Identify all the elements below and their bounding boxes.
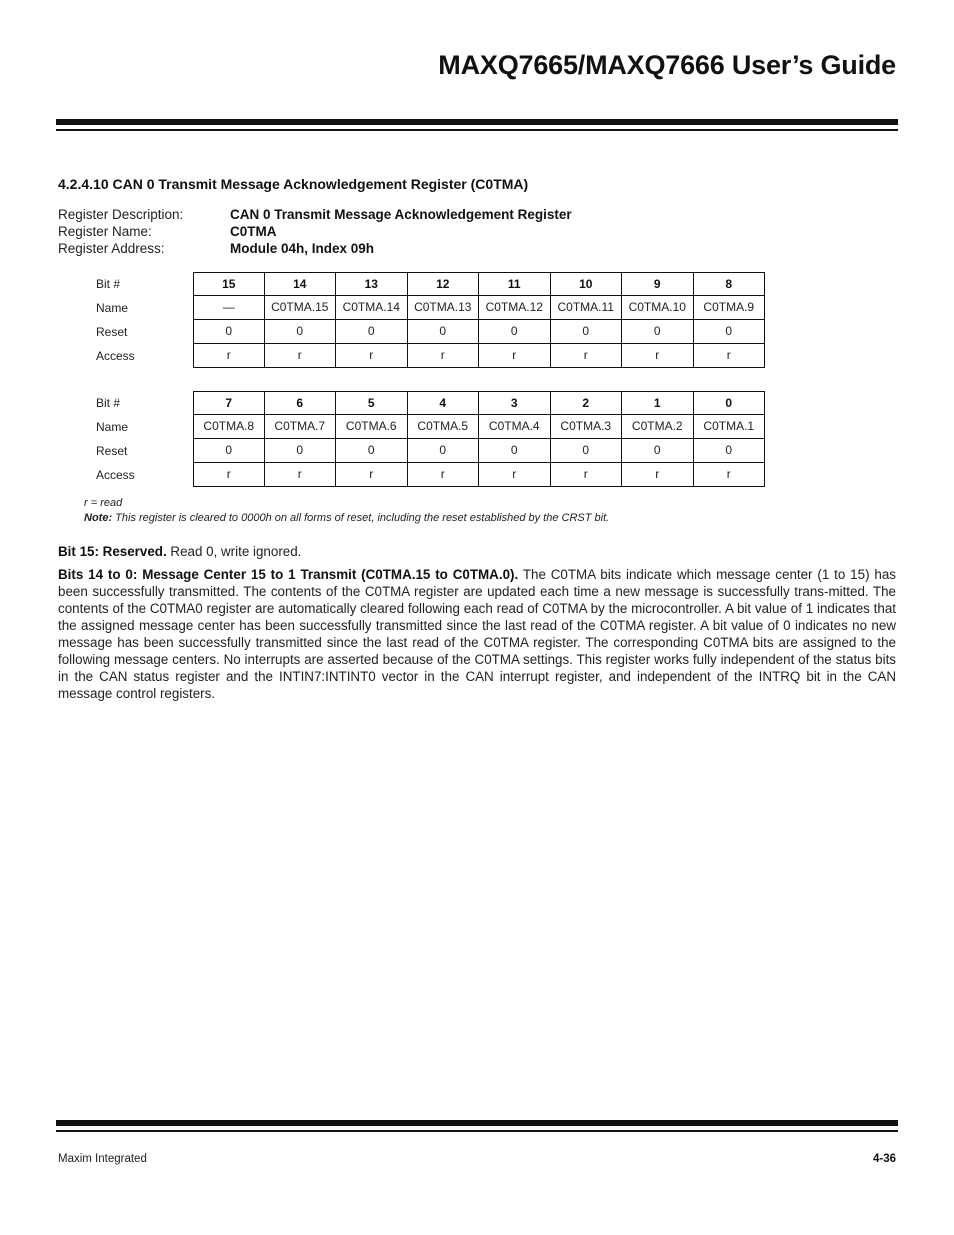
bit-number-cell: 15 — [193, 272, 265, 296]
register-row-bit-name — [96, 415, 765, 439]
access-type-cell: r — [265, 463, 337, 487]
register-legend — [84, 496, 609, 526]
reset-value-cell: 0 — [408, 439, 480, 463]
bit-name-cell: C0TMA.15 — [265, 296, 337, 320]
paragraph-bits14-0 — [58, 566, 896, 702]
register-table-high — [96, 272, 765, 368]
note-label: Note: — [84, 512, 113, 524]
access-type-cell: r — [479, 344, 551, 368]
paragraph-bit15 — [58, 543, 896, 560]
reset-value-cell: 0 — [622, 439, 694, 463]
paragraph-bits14-0-lead: Bits 14 to 0: Message Center 15 to 1 Transmit (C0TMA.15 to C0TMA.0). — [58, 567, 519, 582]
row-label-access-type: Access — [96, 349, 135, 363]
row-label-bit-name: Name — [96, 301, 129, 315]
bit-number-cell: 2 — [551, 391, 623, 415]
register-row-bit-number — [96, 272, 765, 296]
register-row-reset-value — [96, 439, 765, 463]
register-name-label: Register Name: — [58, 224, 152, 239]
row-label-bit-number: Bit # — [96, 396, 121, 410]
reset-value-cell: 0 — [694, 320, 766, 344]
register-row-access-type — [96, 463, 765, 487]
bit-number-cell: 1 — [622, 391, 694, 415]
bit-name-cell: — — [193, 296, 265, 320]
note-text: This register is cleared to 0000h on all forms of reset, including the reset established by the CRST bit. — [112, 512, 610, 524]
register-address-row — [58, 240, 572, 257]
footer-rule-thick — [56, 1120, 898, 1126]
bit-name-cell: C0TMA.13 — [408, 296, 480, 320]
bit-name-cell: C0TMA.7 — [265, 415, 337, 439]
register-row-bit-name — [96, 296, 765, 320]
reset-value-cell: 0 — [479, 439, 551, 463]
bit-name-cell: C0TMA.5 — [408, 415, 480, 439]
reset-value-cell: 0 — [694, 439, 766, 463]
footer-page-number: 4-36 — [872, 1153, 896, 1165]
bit-name-cell: C0TMA.4 — [479, 415, 551, 439]
bit-number-cell: 11 — [479, 272, 551, 296]
row-label-reset-value: Reset — [96, 325, 128, 339]
access-type-cell: r — [551, 344, 623, 368]
access-type-cell: r — [551, 463, 623, 487]
access-type-cell: r — [193, 344, 265, 368]
bit-name-cell: C0TMA.12 — [479, 296, 551, 320]
access-type-cell: r — [336, 344, 408, 368]
bit-number-cell: 7 — [193, 391, 265, 415]
bit-number-cell: 9 — [622, 272, 694, 296]
reset-value-cell: 0 — [265, 320, 337, 344]
bit-number-cell: 5 — [336, 391, 408, 415]
register-description-value: CAN 0 Transmit Message Acknowledgement Register — [230, 207, 572, 222]
bit-number-cell: 12 — [408, 272, 480, 296]
bit-number-cell: 13 — [336, 272, 408, 296]
bit-number-cell: 3 — [479, 391, 551, 415]
bit-number-cell: 0 — [694, 391, 766, 415]
bit-name-cell: C0TMA.6 — [336, 415, 408, 439]
access-type-cell: r — [408, 463, 480, 487]
reset-value-cell: 0 — [408, 320, 480, 344]
reset-value-cell: 0 — [551, 439, 623, 463]
bit-name-cell: C0TMA.14 — [336, 296, 408, 320]
bit-number-cell: 14 — [265, 272, 337, 296]
reset-value-cell: 0 — [622, 320, 694, 344]
register-address-label: Register Address: — [58, 241, 165, 256]
access-type-cell: r — [408, 344, 480, 368]
access-type-cell: r — [193, 463, 265, 487]
access-type-cell: r — [622, 463, 694, 487]
paragraph-bits14-0-text: The C0TMA bits indicate which message center (1 to 15) has been successfully transmitted. The contents of the C0TMA register are updated each time a new message is successfully trans-mitted. The contents of the C0TMA0 register are automatically cleared following each read of C0TMA by the microcontroller. A bit value of 1 indicates that the assigned message center has been successfully transmitted since the last read of the C0TMA register. A bit value of 0 indicates no new message has been successfully transmitted since the last read of the C0TMA register. The corresponding C0TMA bits are assigned to the following message centers. No interrupts are asserted because of the C0TMA settings. This register works fully independent of the status bits in the CAN status register and the INTIN7:INTINT0 vector in the CAN interrupt register, and independent of the INTRQ bit in the CAN message control registers. — [58, 567, 896, 701]
register-description-label: Register Description: — [58, 207, 184, 222]
document-title: MAXQ7665/MAXQ7666 User’s Guide — [438, 50, 896, 80]
register-name-value: C0TMA — [230, 224, 277, 239]
register-note — [84, 511, 609, 526]
bit-number-cell: 6 — [265, 391, 337, 415]
section-heading: 4.2.4.10 CAN 0 Transmit Message Acknowledgement Register (C0TMA) — [58, 176, 529, 192]
bit-number-cell: 10 — [551, 272, 623, 296]
register-description-row — [58, 206, 572, 223]
access-key: r = read — [84, 497, 123, 509]
reset-value-cell: 0 — [193, 320, 265, 344]
access-type-cell: r — [479, 463, 551, 487]
bit-name-cell: C0TMA.11 — [551, 296, 623, 320]
bit-name-cell: C0TMA.8 — [193, 415, 265, 439]
bit-name-cell: C0TMA.10 — [622, 296, 694, 320]
paragraph-bit15-text: Read 0, write ignored. — [166, 544, 302, 559]
bit-number-cell: 4 — [408, 391, 480, 415]
bit-name-cell: C0TMA.9 — [694, 296, 766, 320]
footer-company: Maxim Integrated — [58, 1153, 147, 1165]
row-label-access-type: Access — [96, 468, 135, 482]
reset-value-cell: 0 — [193, 439, 265, 463]
access-type-cell: r — [694, 463, 766, 487]
access-type-cell: r — [336, 463, 408, 487]
row-label-bit-name: Name — [96, 420, 129, 434]
bit-name-cell: C0TMA.3 — [551, 415, 623, 439]
register-row-access-type — [96, 344, 765, 368]
row-label-reset-value: Reset — [96, 444, 128, 458]
paragraph-bit15-lead: Bit 15: Reserved. — [58, 544, 167, 559]
register-name-row — [58, 223, 572, 240]
register-info — [58, 206, 572, 257]
access-type-cell: r — [694, 344, 766, 368]
access-type-cell: r — [265, 344, 337, 368]
register-row-reset-value — [96, 320, 765, 344]
bit-number-cell: 8 — [694, 272, 766, 296]
register-row-bit-number — [96, 391, 765, 415]
header-rule-thick — [56, 119, 898, 125]
footer-rule-thin — [56, 1130, 898, 1132]
header-rule-thin — [56, 129, 898, 131]
register-address-value: Module 04h, Index 09h — [230, 241, 375, 256]
row-label-bit-number: Bit # — [96, 277, 121, 291]
reset-value-cell: 0 — [336, 439, 408, 463]
access-type-cell: r — [622, 344, 694, 368]
reset-value-cell: 0 — [551, 320, 623, 344]
reset-value-cell: 0 — [479, 320, 551, 344]
bit-name-cell: C0TMA.1 — [694, 415, 766, 439]
reset-value-cell: 0 — [265, 439, 337, 463]
reset-value-cell: 0 — [336, 320, 408, 344]
bit-name-cell: C0TMA.2 — [622, 415, 694, 439]
register-table-low — [96, 391, 765, 487]
